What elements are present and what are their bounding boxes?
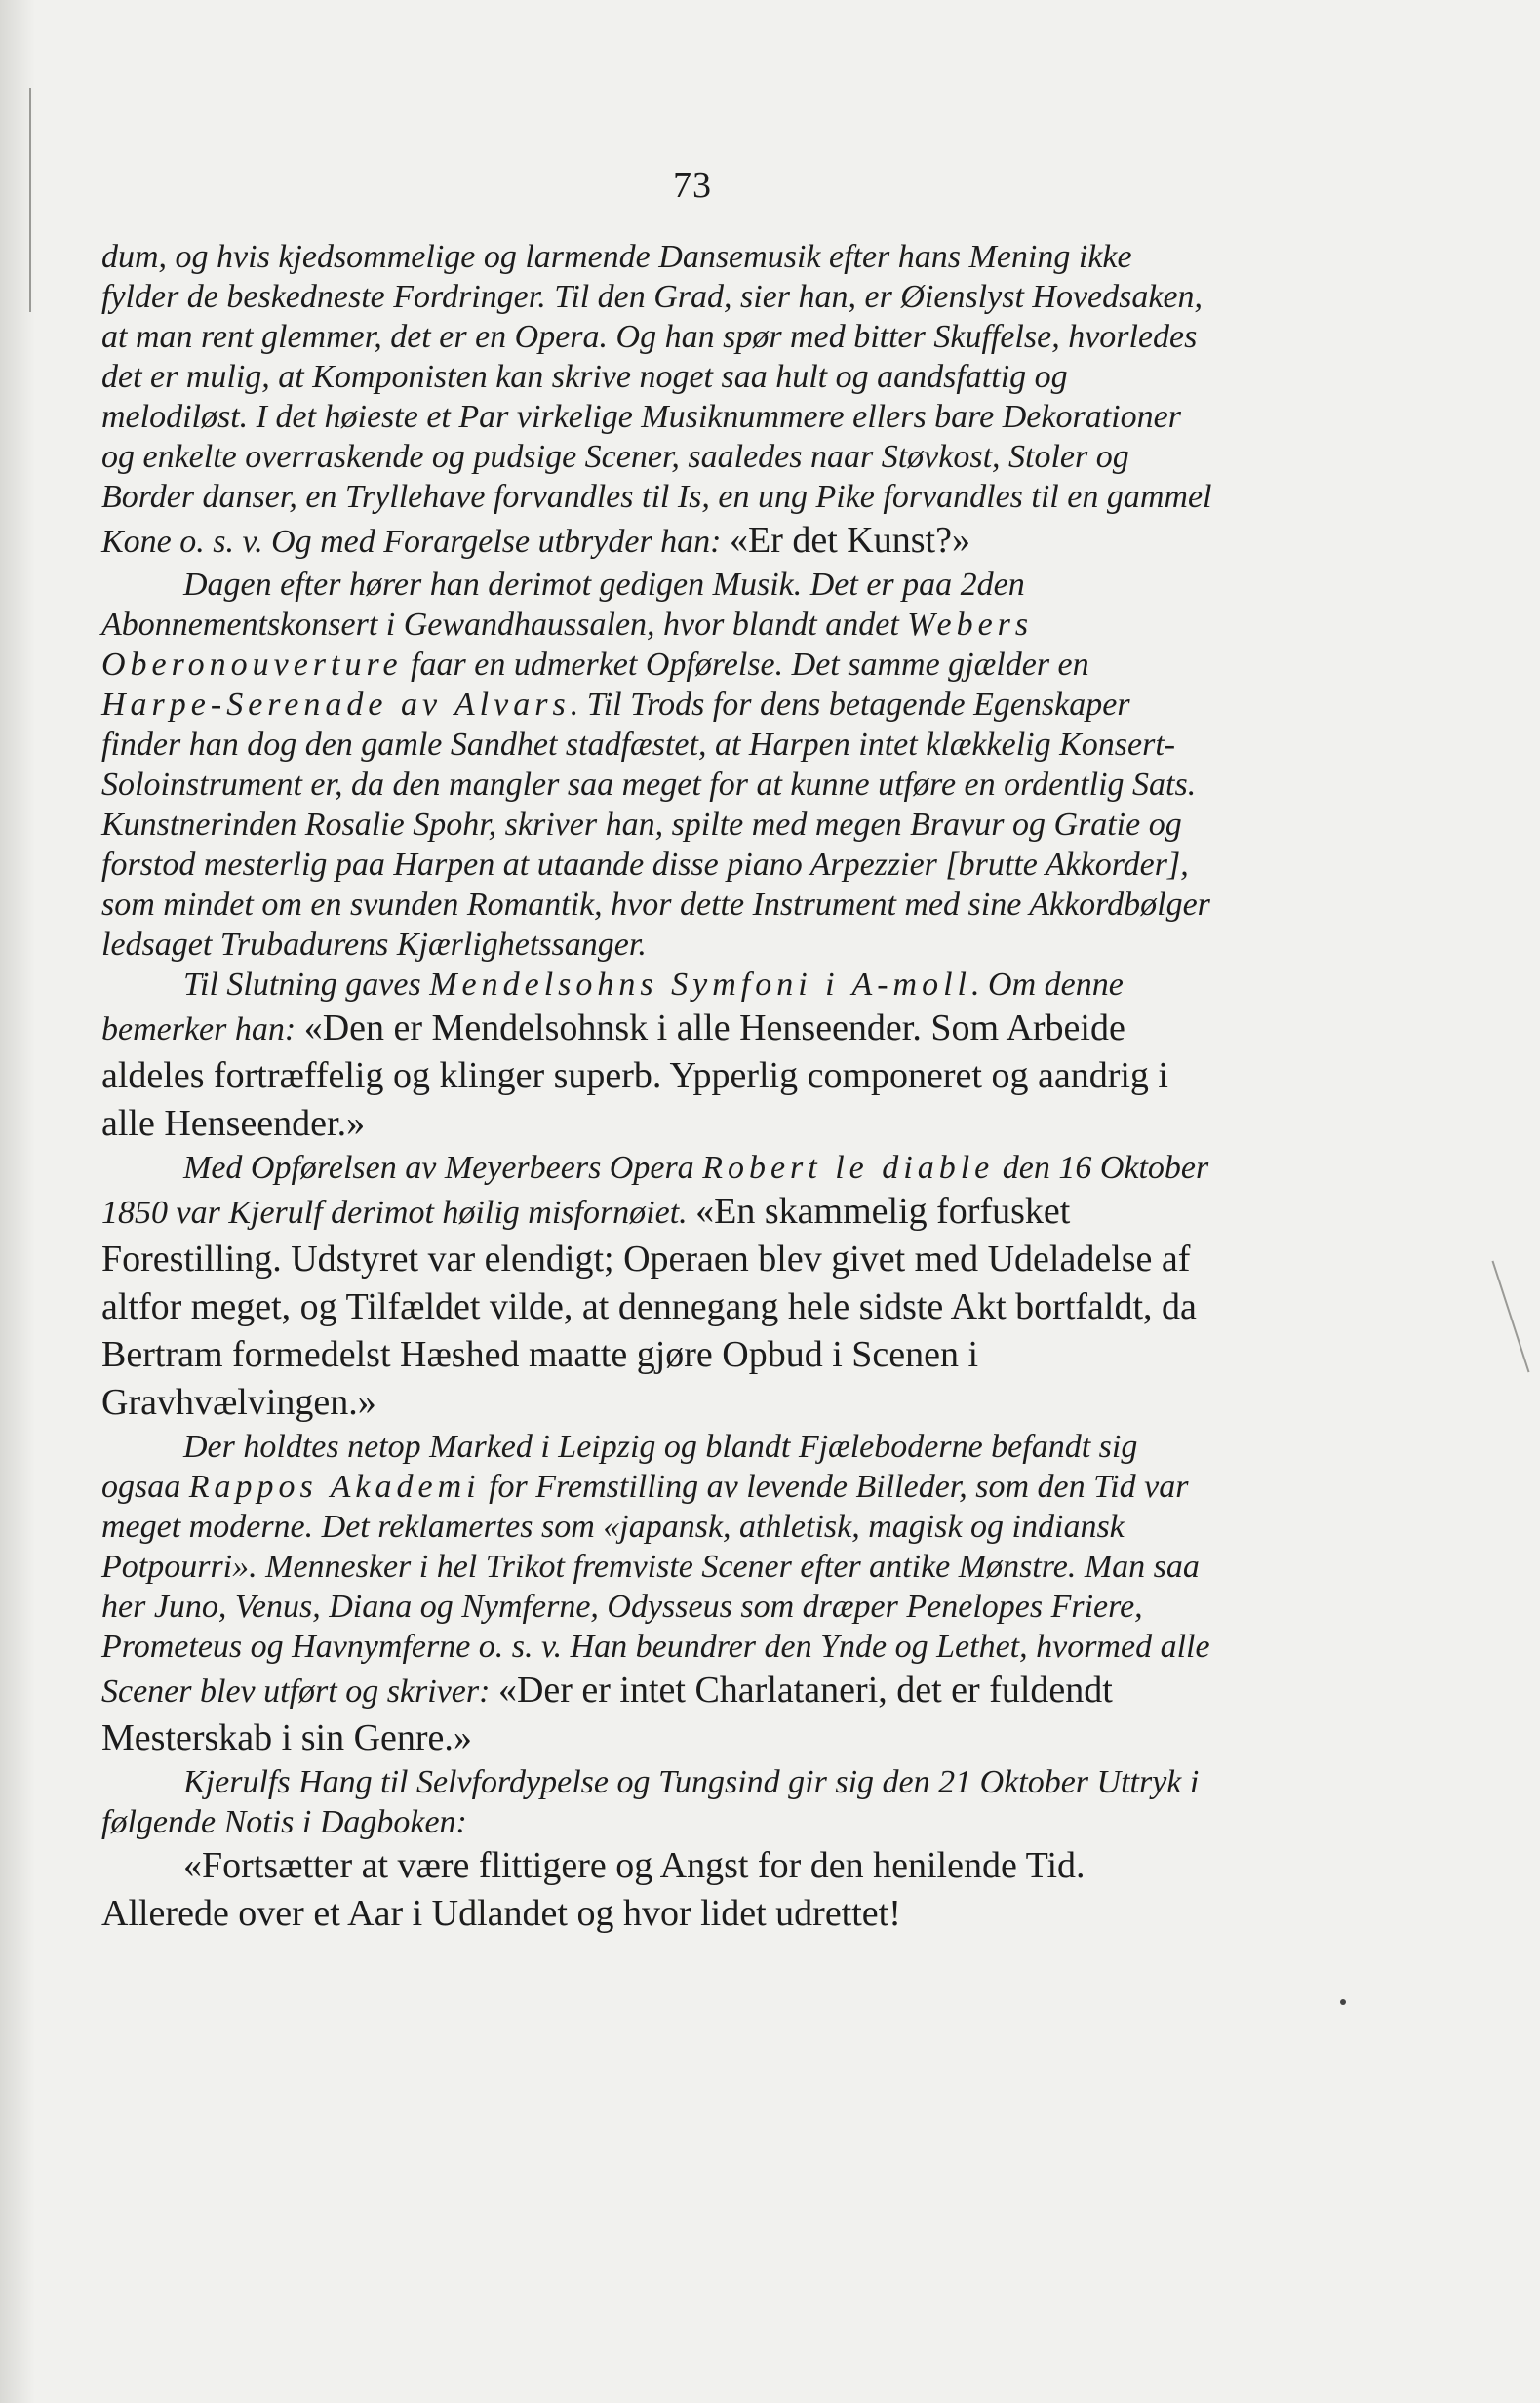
italic-text: . Om denne bemerker han: [101, 966, 1124, 1047]
italic-text: Dagen efter hører han derimot gedigen Musik. Det er paa 2den Abonnementskonsert i Gewandhaussalen, hvor blandt andet [101, 567, 1025, 643]
paragraph [101, 965, 1213, 1148]
quoted-text: «Der er intet Charlataneri, det er fuldendt Mesterskab i sin Genre.» [101, 1670, 1113, 1758]
italic-text: . Til Trods for dens betagende Egenskaper finder han dog den gamle Sandhet stadfæstet, at Harpen intet klækkelig Konsert-Soloinstrument er, da den mangler saa meget for at kunne utføre en ordentlig Sats. Kunstnerinden Rosalie Spohr, skriver han, spilte med megen Bravur og Gratie og forstod mesterlig paa Harpen at utaande disse piano Arpezzier [brutte Akkorder], som mindet om en svunden Romantik, hvor dette Instrument med sine Akkordbølger ledsaget Trubadurens Kjærlighetssanger. [101, 687, 1210, 963]
paragraph [101, 1842, 1213, 1938]
quoted-text: «Den er Mendelsohnsk i alle Henseender. Som Arbeide aldeles fortræffelig og klinger superb. Ypperlig componeret og aandrig i alle Henseender.» [101, 1007, 1168, 1144]
quoted-text: «Fortsætter at være flittigere og Angst for den henilende Tid. Allerede over et Aar i Udlandet og hvor lidet udrettet! [101, 1845, 1086, 1934]
page-edge-shadow [0, 0, 35, 2403]
italic-text: den 16 Oktober 1850 var Kjerulf derimot høilig misfornøiet. [101, 1150, 1209, 1231]
italic-text: Kjerulfs Hang til Selvfordypelse og Tungsind gir sig den 21 Oktober Uttryk i følgende Notis i Dagboken: [101, 1764, 1200, 1840]
quoted-text: «Er det Kunst?» [730, 520, 970, 561]
italic-text: Med Opførelsen av Meyerbeers Opera [183, 1150, 703, 1186]
page-number: 73 [673, 165, 712, 206]
italic-text: dum, og hvis kjedsommelige og larmende Dansemusik efter hans Mening ikke fylder de beskedneste Fordringer. Til den Grad, sier han, er Øienslyst Hovedsaken, at man rent glemmer, det er en Opera. Og han spør med bitter Skuffelse, hvorledes det er mulig, at Komponisten kan skrive noget saa hult og aandsfattig og melodiløst. I det høieste et Par virkelige Musiknummere ellers bare Dekorationer og enkelte overraskende og pudsige Scener, saaledes naar Støvkost, Stoler og Border danser, en Tryllehave forvandles til Is, en ung Pike forvandles til en gammel Kone o. s. v. Og med Forargelse utbryder han: [101, 239, 1212, 560]
spaced-emphasis-text: Mendelsohns Symfoni i A-moll [429, 966, 972, 1003]
paragraph [101, 237, 1213, 565]
paragraph [101, 1148, 1213, 1427]
spaced-emphasis-text: Webers Oberonouverture [101, 607, 1034, 683]
body-text [101, 237, 1213, 1938]
paragraph [101, 565, 1213, 965]
scan-margin-line-right [1492, 1261, 1530, 1373]
italic-text: faar en udmerket Opførelse. Det samme gjælder en [402, 647, 1089, 683]
italic-text: for Fremstilling av levende Billeder, som den Tid var meget moderne. Det reklamertes som «japansk, athletisk, magisk og indiansk Potpourri». Mennesker i hel Trikot fremviste Scener efter antike Mønstre. Man saa her Juno, Venus, Diana og Nymferne, Odysseus som dræper Penelopes Friere, Prometeus og Havnymferne o. s. v. Han beundrer den Ynde og Lethet, hvormed alle Scener blev utført og skriver: [101, 1469, 1210, 1710]
scan-speck [1340, 1999, 1346, 2005]
spaced-emphasis-text: Harpe-Serenade av Alvars [101, 687, 571, 723]
paragraph [101, 1427, 1213, 1762]
paragraph [101, 1762, 1213, 1842]
italic-text: Der holdtes netop Marked i Leipzig og blandt Fjæleboderne befandt sig ogsaa [101, 1429, 1138, 1505]
italic-text: Til Slutning gaves [183, 966, 430, 1003]
quoted-text: «En skammelig forfusket Forestilling. Udstyret var elendigt; Operaen blev givet med Udeladelse af altfor meget, og Tilfældet vilde, at dennegang hele sidste Akt bortfaldt, da Bertram formedelst Hæshed maatte gjøre Opbud i Scenen i Gravhvælvingen.» [101, 1191, 1197, 1423]
spaced-emphasis-text: Rappos Akademi [188, 1469, 481, 1505]
spaced-emphasis-text: Robert le diable [702, 1150, 995, 1186]
